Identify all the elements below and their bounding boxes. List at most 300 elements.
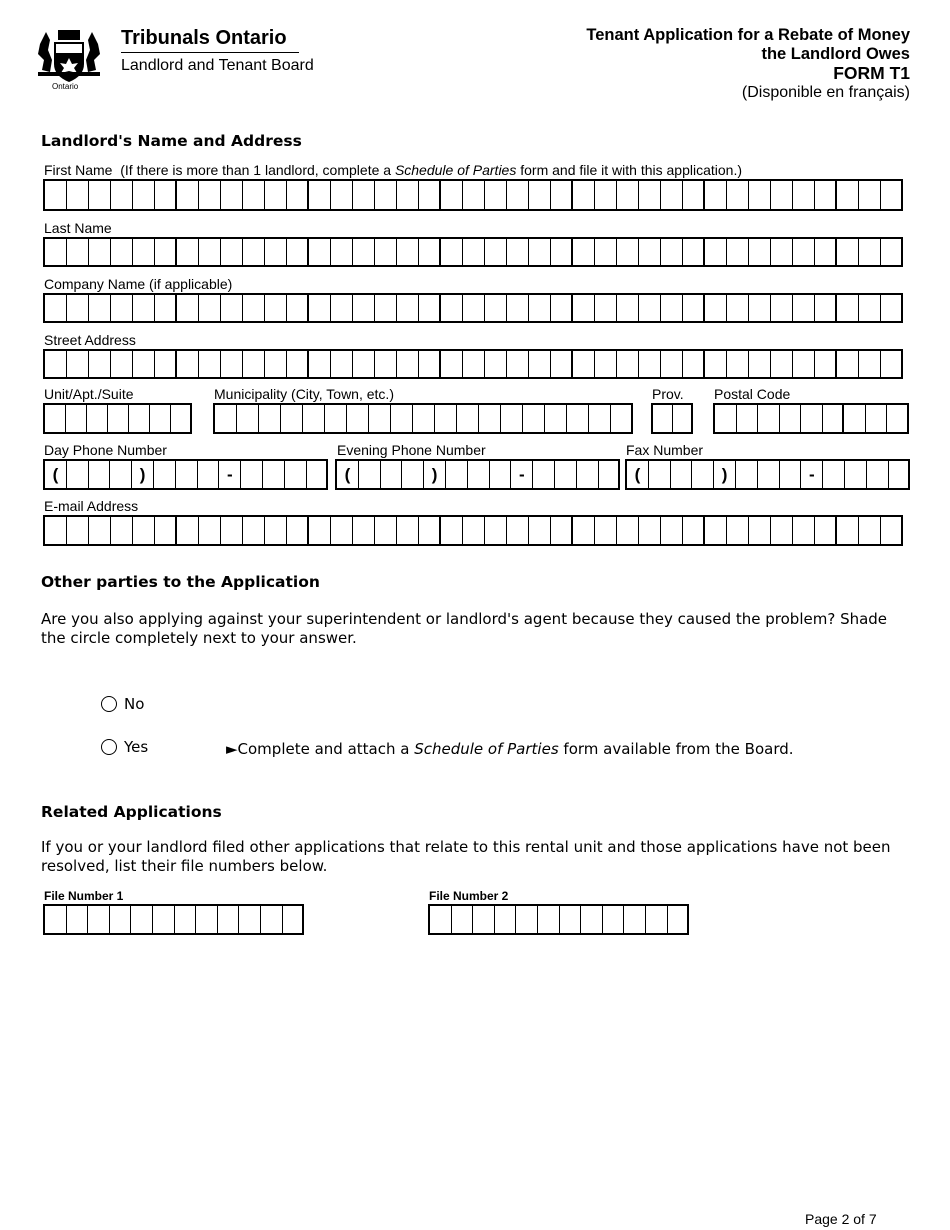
char-box[interactable] [529, 295, 551, 321]
char-box[interactable] [538, 906, 560, 933]
char-box[interactable] [661, 239, 683, 265]
char-box[interactable] [749, 239, 771, 265]
char-box[interactable] [485, 517, 507, 544]
char-box[interactable] [413, 405, 435, 432]
char-box[interactable] [397, 295, 419, 321]
char-box[interactable] [441, 351, 463, 377]
postal-code-field[interactable] [713, 403, 909, 434]
char-box[interactable] [599, 461, 621, 488]
char-box[interactable] [177, 181, 199, 209]
char-box[interactable] [133, 351, 155, 377]
char-box[interactable] [507, 295, 529, 321]
char-box[interactable] [402, 461, 424, 488]
char-box[interactable] [859, 517, 881, 544]
char-box[interactable] [837, 351, 859, 377]
char-box[interactable] [705, 239, 727, 265]
char-box[interactable] [715, 405, 737, 432]
char-box[interactable] [215, 405, 237, 432]
char-box[interactable] [452, 906, 474, 933]
char-box[interactable] [111, 351, 133, 377]
char-box[interactable] [218, 906, 240, 933]
char-box[interactable] [533, 461, 555, 488]
char-box[interactable] [309, 517, 331, 544]
char-box[interactable] [485, 181, 507, 209]
char-box[interactable] [285, 461, 307, 488]
char-box[interactable] [589, 405, 611, 432]
char-box[interactable] [309, 181, 331, 209]
char-box[interactable] [133, 517, 155, 544]
char-box[interactable] [771, 517, 793, 544]
char-box[interactable] [307, 461, 329, 488]
char-box[interactable] [177, 295, 199, 321]
char-box[interactable] [749, 295, 771, 321]
char-box[interactable] [243, 181, 265, 209]
char-box[interactable] [671, 461, 693, 488]
char-box[interactable] [468, 461, 490, 488]
char-box[interactable] [199, 239, 221, 265]
char-box[interactable] [529, 517, 551, 544]
email-field[interactable] [43, 515, 903, 546]
char-box[interactable] [133, 181, 155, 209]
char-box[interactable] [881, 181, 903, 209]
char-box[interactable] [265, 351, 287, 377]
radio-no-circle[interactable] [101, 696, 117, 712]
char-box[interactable] [397, 181, 419, 209]
char-box[interactable] [573, 517, 595, 544]
char-box[interactable] [419, 351, 441, 377]
char-box[interactable] [473, 906, 495, 933]
char-box[interactable] [353, 295, 375, 321]
char-box[interactable] [705, 351, 727, 377]
char-box[interactable] [844, 405, 866, 432]
char-box[interactable] [154, 461, 176, 488]
char-box[interactable] [495, 906, 517, 933]
char-box[interactable] [199, 181, 221, 209]
char-box[interactable] [595, 351, 617, 377]
char-box[interactable] [485, 351, 507, 377]
char-box[interactable] [881, 295, 903, 321]
street-address-field[interactable] [43, 349, 903, 379]
char-box[interactable] [221, 351, 243, 377]
char-box[interactable] [177, 239, 199, 265]
char-box[interactable] [150, 405, 171, 432]
char-box[interactable] [111, 517, 133, 544]
char-box[interactable] [45, 906, 67, 933]
char-box[interactable] [653, 405, 673, 432]
char-box[interactable] [265, 517, 287, 544]
char-box[interactable] [441, 181, 463, 209]
char-box[interactable] [683, 517, 705, 544]
char-box[interactable] [758, 405, 780, 432]
char-box[interactable] [155, 181, 177, 209]
char-box[interactable] [639, 517, 661, 544]
char-box[interactable] [815, 351, 837, 377]
char-box[interactable] [419, 239, 441, 265]
char-box[interactable] [793, 517, 815, 544]
char-box[interactable] [479, 405, 501, 432]
char-box[interactable] [67, 181, 89, 209]
radio-option-no[interactable] [101, 695, 144, 713]
char-box[interactable] [45, 181, 67, 209]
char-box[interactable] [823, 405, 845, 432]
char-box[interactable] [646, 906, 668, 933]
unit-field[interactable] [43, 403, 192, 434]
char-box[interactable] [331, 517, 353, 544]
char-box[interactable] [87, 405, 108, 432]
char-box[interactable] [771, 181, 793, 209]
char-box[interactable] [668, 906, 690, 933]
char-box[interactable] [131, 906, 153, 933]
char-box[interactable] [263, 461, 285, 488]
char-box[interactable] [545, 405, 567, 432]
char-box[interactable] [237, 405, 259, 432]
char-box[interactable] [155, 239, 177, 265]
char-box[interactable] [603, 906, 625, 933]
char-box[interactable] [661, 295, 683, 321]
char-box[interactable] [45, 351, 67, 377]
char-box[interactable] [881, 517, 903, 544]
char-box[interactable] [595, 181, 617, 209]
char-box[interactable] [283, 906, 305, 933]
char-box[interactable] [551, 295, 573, 321]
char-box[interactable] [111, 181, 133, 209]
char-box[interactable] [375, 181, 397, 209]
char-box[interactable] [551, 239, 573, 265]
char-box[interactable] [617, 181, 639, 209]
char-box[interactable] [397, 351, 419, 377]
char-box[interactable] [66, 405, 87, 432]
char-box[interactable] [624, 906, 646, 933]
char-box[interactable] [325, 405, 347, 432]
char-box[interactable] [67, 906, 89, 933]
char-box[interactable] [573, 351, 595, 377]
char-box[interactable] [749, 517, 771, 544]
char-box[interactable] [221, 295, 243, 321]
char-box[interactable] [241, 461, 263, 488]
char-box[interactable] [45, 405, 66, 432]
char-box[interactable] [155, 351, 177, 377]
char-box[interactable] [727, 351, 749, 377]
company-name-field[interactable] [43, 293, 903, 323]
char-box[interactable] [837, 517, 859, 544]
radio-yes-circle[interactable] [101, 739, 117, 755]
char-box[interactable] [239, 906, 261, 933]
char-box[interactable] [815, 517, 837, 544]
char-box[interactable] [309, 295, 331, 321]
char-box[interactable] [859, 181, 881, 209]
char-box[interactable] [859, 351, 881, 377]
char-box[interactable] [881, 239, 903, 265]
char-box[interactable] [573, 239, 595, 265]
char-box[interactable] [369, 405, 391, 432]
char-box[interactable] [265, 239, 287, 265]
char-box[interactable] [67, 351, 89, 377]
char-box[interactable] [89, 461, 111, 488]
char-box[interactable] [89, 239, 111, 265]
char-box[interactable] [859, 239, 881, 265]
char-box[interactable] [171, 405, 192, 432]
char-box[interactable] [287, 295, 309, 321]
char-box[interactable] [581, 906, 603, 933]
char-box[interactable] [175, 906, 197, 933]
char-box[interactable] [441, 295, 463, 321]
char-box[interactable] [815, 181, 837, 209]
char-box[interactable] [573, 295, 595, 321]
char-box[interactable] [457, 405, 479, 432]
char-box[interactable] [727, 295, 749, 321]
char-box[interactable] [347, 405, 369, 432]
char-box[interactable] [705, 295, 727, 321]
char-box[interactable] [89, 351, 111, 377]
char-box[interactable] [419, 181, 441, 209]
char-box[interactable] [199, 517, 221, 544]
char-box[interactable] [353, 181, 375, 209]
province-field[interactable] [651, 403, 693, 434]
last-name-field[interactable] [43, 237, 903, 267]
char-box[interactable] [176, 461, 198, 488]
char-box[interactable] [617, 351, 639, 377]
char-box[interactable] [845, 461, 867, 488]
char-box[interactable] [837, 295, 859, 321]
char-box[interactable] [331, 181, 353, 209]
char-box[interactable] [281, 405, 303, 432]
char-box[interactable] [889, 461, 911, 488]
char-box[interactable] [801, 405, 823, 432]
char-box[interactable] [287, 517, 309, 544]
char-box[interactable] [391, 405, 413, 432]
char-box[interactable] [595, 239, 617, 265]
char-box[interactable] [196, 906, 218, 933]
char-box[interactable] [463, 295, 485, 321]
char-box[interactable] [485, 239, 507, 265]
char-box[interactable] [490, 461, 512, 488]
char-box[interactable] [516, 906, 538, 933]
char-box[interactable] [507, 351, 529, 377]
fax-field[interactable] [625, 459, 910, 490]
char-box[interactable] [419, 517, 441, 544]
char-box[interactable] [287, 181, 309, 209]
char-box[interactable] [780, 461, 802, 488]
char-box[interactable] [375, 351, 397, 377]
char-box[interactable] [573, 181, 595, 209]
char-box[interactable] [501, 405, 523, 432]
char-box[interactable] [359, 461, 381, 488]
char-box[interactable] [661, 181, 683, 209]
char-box[interactable] [859, 295, 881, 321]
char-box[interactable] [243, 239, 265, 265]
char-box[interactable] [67, 517, 89, 544]
radio-option-yes[interactable] [101, 738, 148, 756]
char-box[interactable] [639, 239, 661, 265]
char-box[interactable] [793, 181, 815, 209]
char-box[interactable] [649, 461, 671, 488]
char-box[interactable] [243, 517, 265, 544]
char-box[interactable] [221, 517, 243, 544]
char-box[interactable] [353, 517, 375, 544]
char-box[interactable] [683, 295, 705, 321]
char-box[interactable] [419, 295, 441, 321]
char-box[interactable] [881, 351, 903, 377]
char-box[interactable] [155, 295, 177, 321]
char-box[interactable] [397, 517, 419, 544]
char-box[interactable] [555, 461, 577, 488]
char-box[interactable] [705, 181, 727, 209]
char-box[interactable] [727, 239, 749, 265]
char-box[interactable] [683, 239, 705, 265]
char-box[interactable] [89, 295, 111, 321]
char-box[interactable] [749, 181, 771, 209]
char-box[interactable] [331, 295, 353, 321]
char-box[interactable] [331, 351, 353, 377]
char-box[interactable] [758, 461, 780, 488]
char-box[interactable] [661, 351, 683, 377]
char-box[interactable] [259, 405, 281, 432]
char-box[interactable] [89, 181, 111, 209]
char-box[interactable] [551, 351, 573, 377]
char-box[interactable] [375, 517, 397, 544]
char-box[interactable] [639, 295, 661, 321]
char-box[interactable] [560, 906, 582, 933]
char-box[interactable] [639, 181, 661, 209]
char-box[interactable] [617, 517, 639, 544]
char-box[interactable] [375, 239, 397, 265]
char-box[interactable] [111, 239, 133, 265]
char-box[interactable] [793, 295, 815, 321]
char-box[interactable] [529, 239, 551, 265]
char-box[interactable] [507, 517, 529, 544]
char-box[interactable] [771, 295, 793, 321]
char-box[interactable] [221, 181, 243, 209]
char-box[interactable] [381, 461, 403, 488]
char-box[interactable] [617, 239, 639, 265]
evening-phone-field[interactable] [335, 459, 620, 490]
char-box[interactable] [177, 351, 199, 377]
char-box[interactable] [441, 239, 463, 265]
char-box[interactable] [529, 351, 551, 377]
char-box[interactable] [287, 351, 309, 377]
char-box[interactable] [551, 517, 573, 544]
char-box[interactable] [88, 906, 110, 933]
char-box[interactable] [261, 906, 283, 933]
char-box[interactable] [441, 517, 463, 544]
char-box[interactable] [265, 181, 287, 209]
char-box[interactable] [309, 239, 331, 265]
char-box[interactable] [661, 517, 683, 544]
char-box[interactable] [523, 405, 545, 432]
char-box[interactable] [887, 405, 909, 432]
char-box[interactable] [867, 461, 889, 488]
char-box[interactable] [331, 239, 353, 265]
char-box[interactable] [353, 351, 375, 377]
char-box[interactable] [463, 239, 485, 265]
municipality-field[interactable] [213, 403, 633, 434]
char-box[interactable] [45, 295, 67, 321]
char-box[interactable] [736, 461, 758, 488]
char-box[interactable] [551, 181, 573, 209]
char-box[interactable] [133, 239, 155, 265]
char-box[interactable] [837, 239, 859, 265]
file-number-2-field[interactable] [428, 904, 689, 935]
char-box[interactable] [243, 351, 265, 377]
char-box[interactable] [110, 906, 132, 933]
char-box[interactable] [199, 351, 221, 377]
char-box[interactable] [110, 461, 132, 488]
char-box[interactable] [430, 906, 452, 933]
char-box[interactable] [108, 405, 129, 432]
first-name-field[interactable] [43, 179, 903, 211]
char-box[interactable] [375, 295, 397, 321]
char-box[interactable] [67, 239, 89, 265]
char-box[interactable] [463, 181, 485, 209]
char-box[interactable] [265, 295, 287, 321]
char-box[interactable] [771, 239, 793, 265]
char-box[interactable] [837, 181, 859, 209]
char-box[interactable] [153, 906, 175, 933]
char-box[interactable] [617, 295, 639, 321]
char-box[interactable] [89, 517, 111, 544]
char-box[interactable] [639, 351, 661, 377]
char-box[interactable] [221, 239, 243, 265]
char-box[interactable] [67, 461, 89, 488]
char-box[interactable] [529, 181, 551, 209]
char-box[interactable] [567, 405, 589, 432]
char-box[interactable] [673, 405, 693, 432]
char-box[interactable] [611, 405, 633, 432]
char-box[interactable] [133, 295, 155, 321]
char-box[interactable] [111, 295, 133, 321]
char-box[interactable] [771, 351, 793, 377]
day-phone-field[interactable] [43, 459, 328, 490]
char-box[interactable] [705, 517, 727, 544]
char-box[interactable] [780, 405, 802, 432]
char-box[interactable] [177, 517, 199, 544]
char-box[interactable] [683, 181, 705, 209]
char-box[interactable] [397, 239, 419, 265]
char-box[interactable] [823, 461, 845, 488]
char-box[interactable] [737, 405, 759, 432]
char-box[interactable] [287, 239, 309, 265]
char-box[interactable] [793, 351, 815, 377]
char-box[interactable] [692, 461, 714, 488]
char-box[interactable] [446, 461, 468, 488]
char-box[interactable] [815, 295, 837, 321]
char-box[interactable] [727, 517, 749, 544]
char-box[interactable] [485, 295, 507, 321]
char-box[interactable] [155, 517, 177, 544]
char-box[interactable] [198, 461, 220, 488]
char-box[interactable] [463, 517, 485, 544]
char-box[interactable] [749, 351, 771, 377]
char-box[interactable] [67, 295, 89, 321]
char-box[interactable] [595, 517, 617, 544]
char-box[interactable] [353, 239, 375, 265]
char-box[interactable] [577, 461, 599, 488]
char-box[interactable] [595, 295, 617, 321]
char-box[interactable] [507, 181, 529, 209]
char-box[interactable] [435, 405, 457, 432]
file-number-1-field[interactable] [43, 904, 304, 935]
char-box[interactable] [45, 239, 67, 265]
char-box[interactable] [199, 295, 221, 321]
char-box[interactable] [793, 239, 815, 265]
char-box[interactable] [45, 517, 67, 544]
char-box[interactable] [683, 351, 705, 377]
char-box[interactable] [507, 239, 529, 265]
char-box[interactable] [243, 295, 265, 321]
char-box[interactable] [727, 181, 749, 209]
char-box[interactable] [309, 351, 331, 377]
char-box[interactable] [463, 351, 485, 377]
